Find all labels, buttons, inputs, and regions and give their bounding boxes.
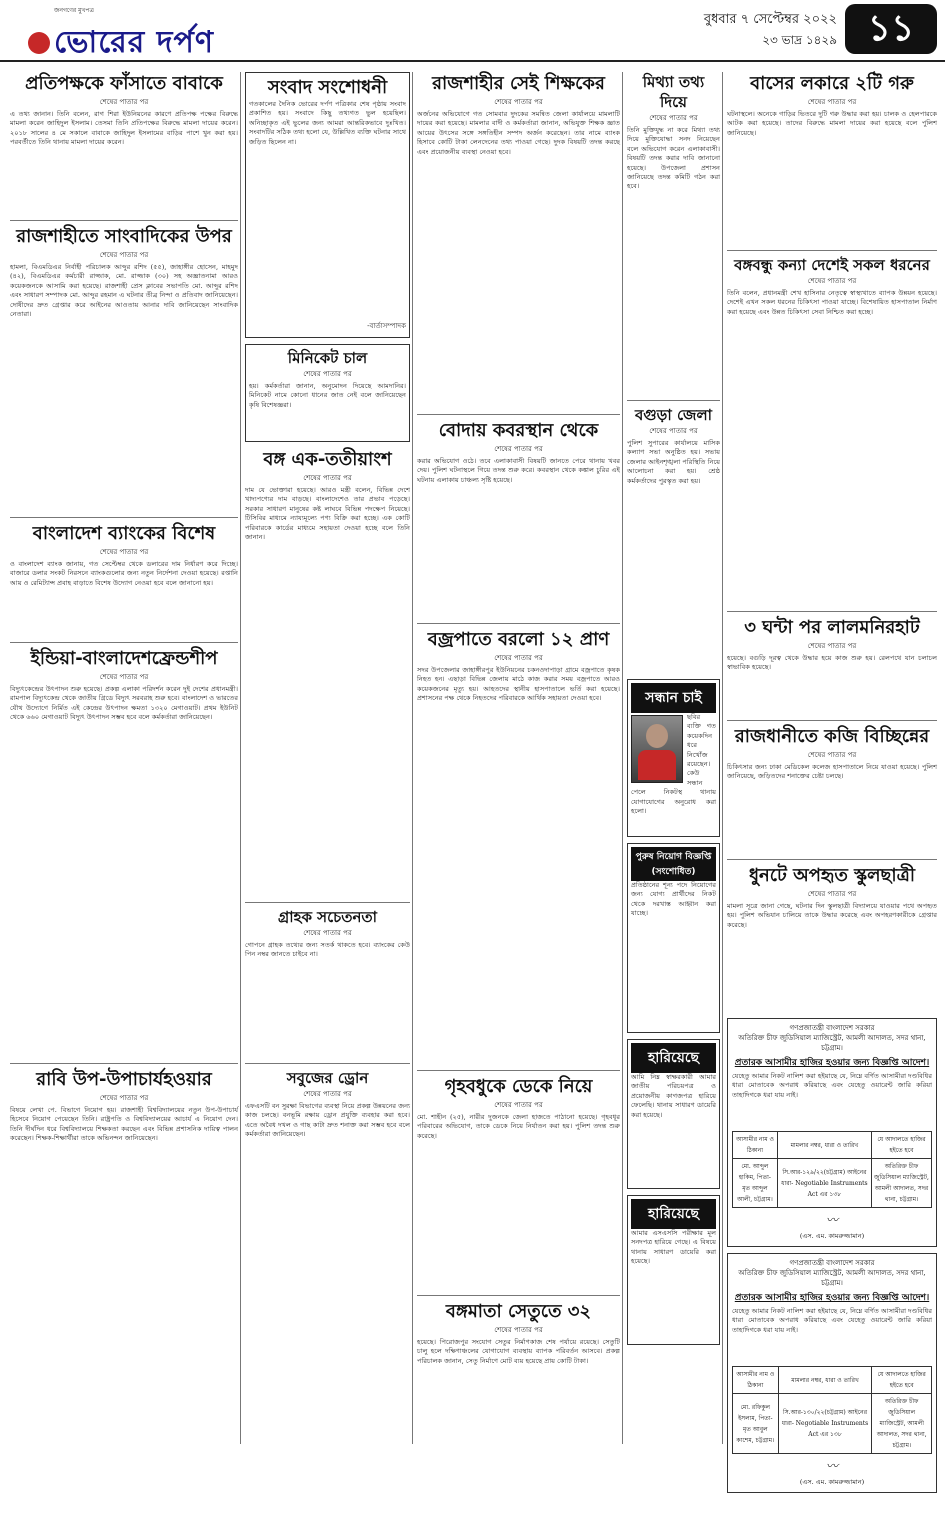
headline: রাজধানীতে কজি বিচ্ছিন্নের (734, 726, 930, 747)
job-banner: পুরুষ নিয়োগ বিজ্ঞপ্তি (সংশোধিত) (631, 847, 716, 881)
article-india-bangladesh[interactable] (10, 647, 238, 1057)
article-body: এফএসটি বন সুরক্ষা বিভাগের ব্যবস্থা নিয়ে প্রকল্প উন্নয়নের জন্য কাজ চলছে। বনভূমি রক্ষায় ড্রোন প্রযুক্তি ব্যবহার করা হবে। এতে অবৈধ দখল ও গাছ কাটা দ্রুত শনাক্ত করা সম্ভব হবে বলে কর্মকর্তারা জানিয়েছেন। (245, 1102, 410, 1139)
newspaper-logo[interactable] (14, 2, 214, 60)
headline: বঙ্গ এক-ততীয়াংশ (263, 449, 392, 470)
divider (417, 1295, 620, 1296)
logo-mark-icon (28, 32, 50, 54)
continued-label: শেষের পাতার পর (807, 642, 857, 650)
article-body: অর্জনের অভিযোগে গত সোমবার দুদকের সমন্বিত জেলা কার্যালয়ে মামলাটি দায়ের করা হয়েছে। মামলার বাদী ও কর্মকর্তারা জানান, অভিযুক্ত শিক্ষক জ্ঞাত আয়ের উৎসের সঙ্গে সঙ্গতিহীন সম্পদ অর্জন করেছেন। তার নামে ব্যাংক হিসাবে কোটি টাকা লেনদেনের তথ্য পাওয়া গেছে। দুদক বিষয়টি তদন্ত করছে এবং প্রয়োজনীয় ব্যবস্থা নেওয়া হবে। (417, 110, 620, 156)
article-pratipakkha[interactable] (10, 72, 238, 214)
article-body: গোপনে গ্রাহক তথ্যের জন্য সতর্ক থাকতে হবে। ব্যাংকের কেউ পিন নম্বর জানতে চাইবে না। (245, 941, 410, 959)
notice-body: যেহেতু আমার নিকট নালিশ করা হইয়াছে যে, নিম্নে বর্ণিত আসামীরা দণ্ডবিধির ধারা মোতাবেক অপরাধ করিয়াছে এবং যেহেতু ওয়ারেন্ট জারি করিয়া তাহাদিগকে ধরা যায় নাই। (732, 1307, 932, 1334)
article-body: করার অভিযোগ ওঠে। তবে এলাকাবাসী বিষয়টি জানতে পেরে থানায় খবর দেয়। পুলিশ ঘটনাস্থলে গিয়ে তদন্ত শুরু করে। কবরস্থান থেকে কঙ্কাল চুরির এই ঘটনায় এলাকায় চাঞ্চল্য সৃষ্টি হয়েছে। (417, 457, 620, 484)
notice-court: অতিরিক্ত চীফ জুডিসিয়াল ম্যাজিস্ট্রেট, আমলী আদালত, সদর থানা, চট্টগ্রাম। (738, 1269, 926, 1287)
article-body: মো. শাহীন (২৫), নারীর দুজনকে জেলা হাজতে পাঠানো হয়েছে। গৃহবধূর পরিবারের অভিযোগ, তাকে ডেকে নিয়ে নির্যাতন করা হয়। পুলিশ তদন্ত শুরু করেছে। (417, 1113, 620, 1140)
continued-label: শেষের পাতার পর (494, 1326, 543, 1334)
table-row (733, 1159, 932, 1208)
divider (727, 250, 937, 251)
article-customer-awareness[interactable] (245, 907, 410, 1057)
article-capital-wrist[interactable] (727, 725, 937, 853)
divider (245, 1063, 410, 1064)
article-rabi-pro-vc[interactable] (10, 1068, 238, 1376)
notice-title: প্রতারক আসামীর হাজির হওয়ার জন্য বিজ্ঞপ্তি আদেশ। (734, 1058, 930, 1068)
table-header: মামলার নম্বর, ধারা ও তারিখ (778, 1367, 872, 1394)
article-green-drone[interactable] (245, 1068, 410, 1442)
continued-label: শেষের পাতার পর (99, 98, 149, 106)
lost-banner: হারিয়েছে (631, 1199, 716, 1229)
article-body: বিদ্যুৎকেন্দ্রের উৎপাদন শুরু হয়েছে। প্রকল্প এলাকা পরিদর্শন করেন দুই দেশের প্রধানমন্ত্রী। রামপাল বিদ্যুৎকেন্দ্র থেকে জাতীয় গ্রিডে বিদ্যুৎ সরবরাহ শুরু হবে। বাংলাদেশ ও ভারতের যৌথ উদ্যোগে নির্মিত এই কেন্দ্রের উৎপাদন ক্ষমতা ১৩২০ মেগাওয়াট। প্রথম ইউনিট থেকে ৬৬০ মেগাওয়াট বিদ্যুৎ উৎপাদন সম্ভব হবে বলে কর্মকর্তারা জানিয়েছেন। (10, 685, 238, 722)
table-cell: সি.আর-১৩০/২২(চট্টগ্রাম) আইনের ধারা- Negotiable Instruments Act এর ১৩৮ (778, 1394, 872, 1454)
headline: রাজশাহীর সেই শিক্ষকের (432, 73, 605, 94)
continued-label: শেষের পাতার পর (99, 548, 149, 556)
headline: সবুজের ড্রোন (286, 1069, 369, 1087)
article-body: এ তথ্য জানান। তিনি বলেন, রাগ শিরা ইউনিয়নের কারণে প্রতিপক্ষ পক্ষের বিরুদ্ধে মামলা করেন জাহিদুল ইসলাম। তেসমা তিনি প্রতিপক্ষের বিরুদ্ধে মামলা দায়ের করেন। ২০১৮ সালের ৪ মে সকালে বাবাকে জাহিদুল ইসলামের বাড়ির পাশে খুন করা হয়। পরবর্তীতে তিনি থানায় মামলা দায়ের করেন। (10, 110, 238, 147)
divider (627, 400, 720, 401)
headline: গৃহবধুকে ডেকে নিয়ে (444, 1076, 593, 1097)
shirt-icon (638, 750, 676, 780)
article-body: পুলিশ সুপারের কার্যালয়ে মাসিক কল্যাণ সভা অনুষ্ঠিত হয়। সভায় জেলার আইনশৃঙ্খলা পরিস্থিতি নিয়ে আলোচনা করা হয়। শ্রেষ্ঠ কর্মকর্তাদের পুরস্কৃত করা হয়। (627, 439, 720, 485)
masthead (0, 0, 945, 62)
lost-notice-1[interactable] (627, 1039, 720, 1189)
table-row (733, 1394, 932, 1454)
notice-court: অতিরিক্ত চীফ জুডিসিয়াল ম্যাজিস্ট্রেট, আমলী আদালত, সদর থানা, চট্টগ্রাম। (738, 1034, 926, 1052)
divider (10, 1063, 238, 1064)
divider (10, 642, 238, 643)
divider (727, 859, 937, 860)
table-header: আসামীর নাম ও ঠিকানা (733, 1367, 779, 1394)
notice-body: যেহেতু আমার নিকট নালিশ করা হইয়াছে যে, নিম্নে বর্ণিত আসামীরা দণ্ডবিধির ধারা মোতাবেক অপরাধ করিয়াছে এবং যেহেতু ওয়ারেন্ট জারি করিয়া তাহাদিগকে ধরা যায় নাই। (732, 1072, 932, 1099)
ad-body: ছবির ব্যক্তি গত কয়েকদিন ধরে নিখোঁজ রয়েছেন। কেউ সন্ধান পেলে নিকটস্থ থানায় যোগাযোগের অনুরোধ করা হলো। (631, 713, 716, 816)
headline: প্রতিপক্ষকে ফাঁসাতে বাবাকে (25, 73, 223, 94)
article-false-info[interactable] (627, 72, 720, 394)
table-header-row (733, 1132, 932, 1159)
continued-label: শেষের পাতার পর (99, 673, 149, 681)
headline: ধুনটে অপহৃত স্কুলছাত্রী (748, 865, 916, 886)
article-boda-graveyard[interactable] (417, 419, 620, 617)
continued-label: শেষের পাতার পর (494, 445, 543, 453)
column-5 (722, 72, 937, 1486)
notice-header: গণপ্রজাতন্ত্রী বাংলাদেশ সরকার (789, 1024, 875, 1032)
continued-label: শেষের পাতার পর (807, 277, 857, 285)
table-header-row (733, 1367, 932, 1394)
column-1 (10, 72, 238, 1444)
column-4 (622, 72, 720, 1444)
face-icon (646, 724, 668, 748)
table-cell: মো. রফিকুল ইসলাম, পিতা-মৃত আবুল কাশেম, চট্টগ্রাম। (733, 1394, 779, 1454)
headline: মিথ্যা তথ্য দিয়ে (642, 73, 705, 111)
article-body: হামলা, বিএমডিএর নির্বাহী পরিচালক আব্দুর রশিদ (৫৫), জাহাঙ্গীর হোসেন, মাহমুদ (৪২), বিএমডিএর কর্মচারী রাজ্জাক, মো. রাজ্জাক (৩০) সহ অজ্ঞাতনামা আরও কয়েকজনকে আসামি করা হয়েছে। রাজশাহী প্রেস ক্লাবের সভাপতি মো. আব্দুর রশিদ এবং সাধারণ সম্পাদক মো. আব্দুর রহমান এ ঘটনার তীব্র নিন্দা ও প্রতিবাদ জানিয়েছেন। দোষীদের দ্রুত গ্রেপ্তার করে আইনের আওতায় আনার দাবি জানিয়েছেন সাংবাদিক নেতারা। (10, 263, 238, 319)
signature-icon: 〰 (825, 1213, 838, 1227)
continued-label: শেষের পাতার পর (494, 98, 543, 106)
column-3 (412, 72, 620, 1444)
table-header: মামলার নম্বর, ধারা ও তারিখ (777, 1132, 871, 1159)
table-cell: মো. আব্দুল হাকিম, পিতা-মৃত আব্দুল আলী, চট্টগ্রাম। (733, 1159, 778, 1208)
article-body: সদর উপজেলার জাহাঙ্গীরপুর ইউনিয়নের চকনওদাপাড়া গ্রামে বজ্রপাতে কৃষক নিহত হন। এছাড়া বিভিন্ন জেলায় মাঠে কাজ করার সময় বজ্রপাতে আরও কয়েকজনের মৃত্যু হয়। আহতদের স্থানীয় হাসপাতালে ভর্তি করা হয়েছে। প্রশাসনের পক্ষ থেকে নিহতদের পরিবারকে আর্থিক সহায়তা দেওয়া হবে। (417, 666, 620, 703)
table-header: আসামীর নাম ও ঠিকানা (733, 1132, 778, 1159)
article-correction[interactable] (245, 72, 410, 338)
ad-body: আমি নিম্ন স্বাক্ষরকারী আমার জাতীয় পরিচয়পত্র ও প্রয়োজনীয় কাগজপত্র হারিয়ে ফেলেছি। থানায় সাধারণ ডায়েরি করা হয়েছে। (631, 1073, 716, 1119)
divider (727, 720, 937, 721)
article-bogura[interactable] (627, 405, 720, 673)
page-number: ১১ (845, 4, 937, 54)
notice-header: গণপ্রজাতন্ত্রী বাংলাদেশ সরকার (789, 1259, 875, 1267)
article-rajshahi-teacher[interactable] (417, 72, 620, 408)
tagline: জনগণের মুখপত্র (54, 7, 94, 14)
notice-signature: (এস. এম. কামরুজ্জামান) (799, 1478, 865, 1486)
table-cell: সি.আর-১২৯/২২(চট্টগ্রাম) আইনের ধারা- Negotiable Instruments Act এর ১৩৮ (777, 1159, 871, 1208)
headline: গ্রাহক সচেতনতা (277, 908, 378, 926)
job-ad[interactable] (627, 843, 720, 1033)
divider (417, 623, 620, 624)
table-header: যে আদালতে হাজির হইতে হবে (872, 1367, 932, 1394)
article-bangladesh-bank[interactable] (10, 522, 238, 636)
headline: ৩ ঘন্টা পর লালমনিরহাট (744, 617, 920, 638)
article-body: ও বাংলাদেশ ব্যাংক জানায়, গত সেপ্টেম্বর থেকে ডলারের দাম নির্ধারণ করে দিচ্ছে। বাজারে ডলার সংকট নিরসনে ব্যাংকগুলোর জন্য নতুন নির্দেশনা দেওয়া হয়েছে। রপ্তানি আয় ও রেমিট্যান্স প্রবাহ বাড়াতে বিশেষ উদ্যোগ নেওয়া হবে বলে জানানো হয়। (10, 560, 238, 587)
headline: বোদায় কবরস্থান থেকে (438, 420, 599, 441)
article-housewife[interactable] (417, 1075, 620, 1289)
article-bus-locker[interactable] (727, 72, 937, 244)
continued-label: শেষের পাতার পর (649, 114, 698, 122)
divider (417, 414, 620, 415)
continued-label: শেষের পাতার পর (303, 474, 352, 482)
signature-icon: 〰 (825, 1459, 838, 1473)
divider (727, 611, 937, 612)
lost-notice-2[interactable] (627, 1195, 720, 1345)
continued-label: শেষের পাতার পর (807, 751, 857, 759)
article-one-third[interactable] (245, 448, 410, 896)
signature: -বার্তাসম্পাদক (367, 322, 406, 330)
ad-body: প্রতিষ্ঠানের শূন্য পদে নিয়োগের জন্য যোগ্য প্রার্থীদের নিকট থেকে দরখাস্ত আহ্বান করা যাচ্ছে। (631, 881, 716, 918)
court-notice-1[interactable] (727, 1018, 937, 1247)
notice-table (732, 1366, 932, 1454)
article-body: হয়েছে। পিরোজপুর সংযোগ সেতুর নির্মাণকাজ শেষ পর্যায়ে রয়েছে। সেতুটি চালু হলে দক্ষিণাঞ্চলের যোগাযোগ ব্যবস্থায় ব্যাপক পরিবর্তন আসবে। প্রকল্প পরিচালক জানান, সেতু নির্মাণে মোট ব্যয় হয়েছে প্রায় কোটি টাকা। (417, 1338, 620, 1365)
article-bangabandhu-daughter[interactable] (727, 255, 937, 605)
table-cell: অতিরিক্ত চীফ জুডিসিয়াল ম্যাজিস্ট্রেট, আমলী আদালত, সদর থানা, চট্টগ্রাম। (872, 1394, 932, 1454)
article-body: গতকালের দৈনিক ভোরের দর্পণ পত্রিকার শেষ পৃষ্ঠায় সংবাদ প্রকাশিত হয়। সংবাদে কিছু তথ্যগত ভুল হয়েছিল। অনিচ্ছাকৃত এই ভুলের জন্য আমরা আন্তরিকভাবে দুঃখিত। সংবাদটির সঠিক তথ্য হলো যে, উল্লিখিত ব্যক্তি ঘটনার সাথে জড়িত ছিলেন না। (249, 100, 406, 146)
article-lightning[interactable] (417, 628, 620, 1064)
headline: রাজশাহীতে সাংবাদিকের উপর (16, 226, 232, 247)
table-cell: অতিরিক্ত চীফ জুডিসিয়াল ম্যাজিস্ট্রেট, আমলী আদালত, সদর থানা, চট্টগ্রাম। (871, 1159, 931, 1208)
continued-label: শেষের পাতার পর (807, 890, 857, 898)
article-rajshahi-journalist[interactable] (10, 225, 238, 511)
table-header: যে আদালতে হাজির হইতে হবে (871, 1132, 931, 1159)
article-body: দাম যে ভোক্তারা হয়েছে। আরও মন্ত্রী বলেন, বিভিন্ন দেশে খাদ্যপণ্যের দাম বাড়ছে। বাংলাদেশেও তার প্রভাব পড়েছে। সরকার সাধারণ মানুষের কষ্ট লাঘবে বিভিন্ন পদক্ষেপ নিয়েছে। টিসিবির মাধ্যমে ন্যায্যমূল্যে পণ্য বিক্রি করা হচ্ছে। এক কোটি পরিবারকে কার্ডের মাধ্যমে সহায়তা দেওয়া হচ্ছে বলে তিনি জানান। (245, 486, 410, 542)
notice-title: প্রতারক আসামীর হাজির হওয়ার জন্য বিজ্ঞপ্তি আদেশ। (734, 1293, 930, 1303)
missing-person-photo (631, 715, 683, 783)
court-notice-2[interactable] (727, 1253, 937, 1493)
continued-label: শেষের পাতার পর (99, 251, 149, 259)
divider (245, 902, 410, 903)
continued-label: শেষের পাতার পর (303, 370, 352, 378)
article-body: বিষয়ে লেখা পে. বিভাগে নিয়োগ হয়। রাজশাহী বিশ্ববিদ্যালয়ের নতুন উপ-উপাচার্য হিসেবে নিয়োগ পেয়েছেন তিনি। রাষ্ট্রপতি ও বিশ্ববিদ্যালয়ের আচার্য এ নিয়োগ দেন। তিনি দীর্ঘদিন ধরে বিশ্ববিদ্যালয়ে শিক্ষকতা করছেন এবং বিভিন্ন প্রশাসনিক দায়িত্ব পালন করেছেন। শিক্ষক-শিক্ষার্থীরা তাকে অভিনন্দন জানিয়েছেন। (10, 1106, 238, 1143)
article-body: চিকিৎসার জন্য ঢাকা মেডিকেল কলেজ হাসপাতালে নিয়ে যাওয়া হয়েছে। পুলিশ জানিয়েছে, জড়িতদের শনাক্তের চেষ্টা চলছে। (727, 763, 937, 781)
article-body: মামলা সূত্রে জানা গেছে, ঘটনার দিন স্কুলছাত্রী বিদ্যালয়ে যাওয়ার পথে অপহৃত হয়। পুলিশ অভিযান চালিয়ে তাকে উদ্ধার করেছে এবং অপহরণকারীকে গ্রেপ্তার করেছে। (727, 902, 937, 929)
headline: বজ্রপাতে বরলো ১২ প্রাণ (427, 629, 610, 650)
continued-label: শেষের পাতার পর (494, 654, 543, 662)
continued-label: শেষের পাতার পর (807, 98, 857, 106)
headline: বঙ্গমাতা সেতুতে ৩২ (445, 1301, 592, 1322)
continued-label: শেষের পাতার পর (303, 929, 352, 937)
article-dhunot-student[interactable] (727, 864, 937, 1012)
divider (10, 517, 238, 518)
headline: মিনিকেট চাল (287, 349, 368, 367)
article-miniket-rice[interactable] (245, 344, 410, 442)
continued-label: শেষের পাতার পর (99, 1094, 149, 1102)
date-gregorian: বুধবার ৭ সেপ্টেম্বর ২০২২ (703, 12, 837, 27)
notice-signature: (এস. এম. কামরুজ্জামান) (799, 1232, 865, 1240)
missing-person-ad[interactable] (627, 679, 720, 837)
missing-banner: সন্ধান চাই (631, 683, 716, 713)
article-body: ঘটনাস্থলে। অনেকে গাড়ির ভিতরে দুটি গরু উদ্ধার করা হয়। চালক ও হেলপারকে আটক করা হয়েছে। তাদের বিরুদ্ধে মামলা দায়ের করা হয়েছে বলে পুলিশ জানিয়েছে। (727, 110, 937, 137)
divider (417, 1070, 620, 1071)
article-body: তিনি মুক্তিযুদ্ধ না করে মিথ্যা তথ্য দিয়ে মুক্তিযোদ্ধা সনদ নিয়েছেন বলে অভিযোগ করেন এলাকাবাসী। বিষয়টি তদন্ত করার দাবি জানানো হয়েছে। উপজেলা প্রশাসন জানিয়েছে তদন্ত কমিটি গঠন করা হবে। (627, 126, 720, 191)
lost-banner: হারিয়েছে (631, 1043, 716, 1073)
article-bangamata-bridge[interactable] (417, 1300, 620, 1518)
continued-label: শেষের পাতার পর (649, 427, 698, 435)
publication-date (704, 10, 837, 50)
article-body: হয়েছে। বগুড়ি দূরত্ব থেকে উদ্ধার হয়ে কাজ শুরু হয়। রেলপথে যান চলাচল স্বাভাবিক হয়েছে। (727, 654, 937, 672)
headline: সংবাদ সংশোধনী (267, 77, 388, 98)
article-body: তিনি বলেন, প্রধানমন্ত্রী শেখ হাসিনার নেতৃত্বে স্বাস্থ্যখাতে ব্যাপক উন্নয়ন হয়েছে। দেশেই এখন সকল ধরনের চিকিৎসা পাওয়া যাচ্ছে। বিশেষায়িত হাসপাতাল নির্মাণ করা হয়েছে এবং উন্নত চিকিৎসা সেবা নিশ্চিত করা হচ্ছে। (727, 289, 937, 316)
newspaper-title: ভোরের দর্পণ (54, 25, 214, 60)
headline: বগুড়া জেলা (635, 406, 712, 424)
headline: ইন্ডিয়া-বাংলাদেশফ্রেন্ডশীপ (30, 648, 218, 669)
continued-label: শেষের পাতার পর (494, 1101, 543, 1109)
column-2 (240, 72, 410, 1444)
headline: বাংলাদেশ ব্যাংকের বিশেষ (32, 523, 216, 544)
date-bengali: ২৩ ভাদ্র ১৪২৯ (762, 33, 837, 47)
article-body: হয়। কর্মকর্তারা জানান, অনুমোদন দিয়েছে আমদানির। মিনিকেট নামে কোনো ধানের জাত নেই বলে জানিয়েছেন কৃষি বিশেষজ্ঞরা। (249, 382, 406, 409)
ad-body: আমার এসএসসি পরীক্ষার মূল সনদপত্র হারিয়ে গেছে। এ বিষয়ে থানায় সাধারণ ডায়েরি করা হয়েছে। (631, 1229, 716, 1266)
divider (10, 220, 238, 221)
article-lalmonirhat[interactable] (727, 616, 937, 714)
headline: বঙ্গবন্ধু কন্যা দেশেই সকল ধরনের (734, 256, 930, 274)
headline: রাবি উপ-উপাচার্যহওয়ার (36, 1069, 212, 1090)
continued-label: শেষের পাতার পর (303, 1090, 352, 1098)
notice-table (732, 1131, 932, 1208)
headline: বাসের লকারে ২টি গরু (750, 73, 914, 94)
